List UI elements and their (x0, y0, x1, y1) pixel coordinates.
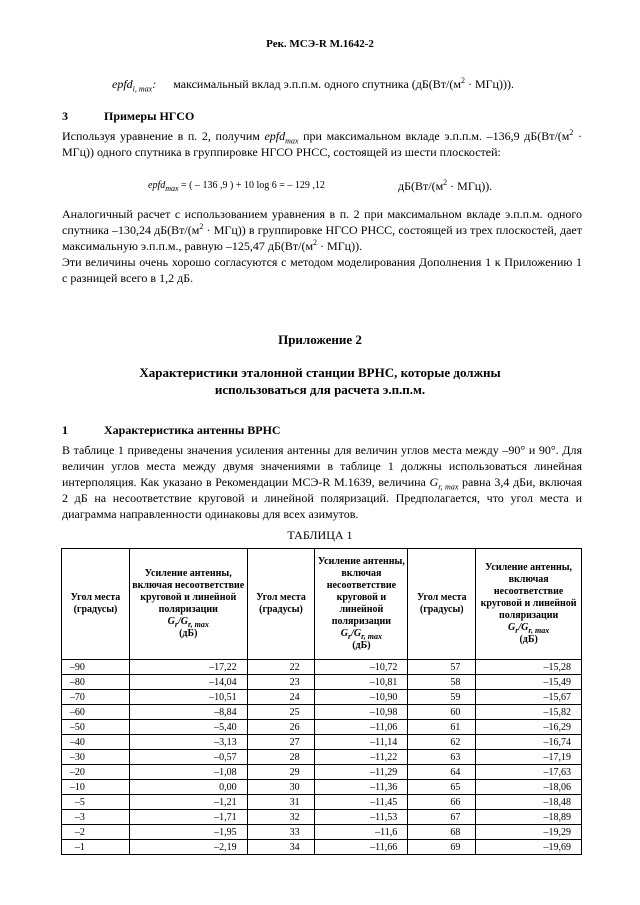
header-gain-1-unit: (дБ) (179, 628, 198, 639)
header-gain-2-mid: /G (351, 628, 362, 639)
table-caption: ТАБЛИЦА 1 (287, 528, 353, 542)
annex-subtitle-line1: Характеристики эталонной станции ВРНС, которые должны (139, 365, 501, 380)
header-gain-3-unit: (дБ) (519, 634, 538, 645)
formula-unit-sup: 2 (443, 178, 448, 187)
cell-gain-3: –16,29 (476, 720, 582, 735)
def-term: epfd (112, 77, 133, 91)
cell-angle-1: –80 (62, 675, 130, 690)
para2-sup2: 2 (313, 238, 318, 247)
cell-angle-1: –10 (62, 780, 130, 795)
section3-title: Примеры НГСО (104, 109, 195, 123)
header-gain-2-sub2: r, max (361, 632, 383, 641)
cell-angle-3: 62 (408, 735, 476, 750)
cell-angle-2: 32 (247, 810, 315, 825)
para1-text-b: при максимальном вкладе э.п.п.м. –136,9 дБ(Вт/(м (298, 129, 570, 143)
table-row (62, 810, 582, 825)
page-header: Рек. МСЭ-R М.1642-2 (266, 38, 374, 50)
header-angle-2: Угол места (градусы) (247, 549, 315, 660)
cell-angle-2: 25 (247, 705, 315, 720)
cell-gain-3: –19,69 (476, 840, 582, 855)
para1-text-c: · МГц)) одного спутника в группировке НГСО РНСС, состоящей из шести плоскостей: (62, 129, 582, 159)
para2-text-a: Аналогичный расчет с использованием уравнения в п. 2 при максимальном вкладе э.п.п.м. одного спутника –130,24 дБ(Вт/(м (62, 207, 582, 237)
formula-rhs: = ( – 136 ,9 ) + 10 log 6 = – 129 ,12 (178, 180, 325, 191)
cell-angle-2: 34 (247, 840, 315, 855)
cell-gain-1: –8,84 (129, 705, 247, 720)
cell-angle-3: 63 (408, 750, 476, 765)
section3-number: 3 (62, 109, 68, 123)
header-gain-1-text: Усиление антенны, включая несоответствие круговой и линейной поляризации (132, 568, 245, 615)
cell-angle-1: –70 (62, 690, 130, 705)
table-row (62, 765, 582, 780)
table-row (62, 750, 582, 765)
cell-gain-2: –11,29 (315, 765, 408, 780)
cell-angle-2: 26 (247, 720, 315, 735)
cell-angle-2: 31 (247, 795, 315, 810)
cell-angle-2: 23 (247, 675, 315, 690)
cell-gain-1: –1,71 (129, 810, 247, 825)
cell-angle-3: 57 (408, 660, 476, 675)
cell-gain-1: –10,51 (129, 690, 247, 705)
section1-number: 1 (62, 423, 68, 437)
cell-gain-3: –18,06 (476, 780, 582, 795)
table-row (62, 780, 582, 795)
cell-angle-1: –90 (62, 660, 130, 675)
cell-angle-3: 59 (408, 690, 476, 705)
header-gain-1 (129, 549, 247, 660)
cell-gain-1: –5,40 (129, 720, 247, 735)
cell-gain-3: –19,29 (476, 825, 582, 840)
table-body (62, 660, 582, 855)
cell-angle-3: 64 (408, 765, 476, 780)
cell-gain-2: –11,45 (315, 795, 408, 810)
def-desc-sup: 2 (460, 76, 465, 85)
header-angle-3: Угол места (градусы) (408, 549, 476, 660)
cell-gain-3: –15,49 (476, 675, 582, 690)
cell-gain-2: –10,90 (315, 690, 408, 705)
cell-gain-1: –2,19 (129, 840, 247, 855)
paragraph-1 (62, 128, 582, 160)
cell-angle-3: 66 (408, 795, 476, 810)
header-gain-2-text: Усиление антенны, включая несоответствие круговой и линейной поляризации (317, 556, 405, 627)
header-gain-1-mid: /G (177, 616, 188, 627)
table-row (62, 840, 582, 855)
para1-text-a: Используя уравнение в п. 2, получим (62, 129, 265, 143)
header-gain-1-g: G (167, 616, 175, 627)
cell-angle-3: 68 (408, 825, 476, 840)
def-desc: максимальный вклад э.п.п.м. одного спутника (дБ(Вт/(м (173, 77, 461, 91)
cell-angle-1: –2 (62, 825, 130, 840)
cell-gain-1: 0,00 (129, 780, 247, 795)
cell-gain-2: –10,98 (315, 705, 408, 720)
cell-gain-1: –3,13 (129, 735, 247, 750)
para1-term: epfd (264, 129, 286, 143)
para4-text-a: В таблице 1 приведены значения усиления антенны для величин углов места между –90° и 90°. Для величин углов места между двумя значениями в таблице 1 должны использоваться линейная интерполяция. Как указано в Рекомендации МСЭ-R M.1639, величина (62, 443, 582, 489)
cell-gain-3: –15,28 (476, 660, 582, 675)
para2-text-b: · МГц)) в группировке НГСО РНСС, состоящей из трех плоскостей, дает максимальную э.п.п.м., равную –125,47 дБ(Вт/(м (62, 223, 582, 253)
cell-angle-1: –40 (62, 735, 130, 750)
cell-gain-1: –0,57 (129, 750, 247, 765)
formula-unit (398, 178, 492, 194)
formula-lhs: epfd (148, 180, 166, 191)
gain-table (61, 548, 582, 855)
def-term-sub: i, max (132, 84, 153, 94)
cell-gain-2: –11,66 (315, 840, 408, 855)
header-angle-1: Угол места (градусы) (62, 549, 130, 660)
cell-gain-1: –1,95 (129, 825, 247, 840)
para4-g: G (429, 475, 439, 489)
table-row (62, 675, 582, 690)
header-gain-3-sub2: r, max (528, 626, 550, 635)
header-gain-3-text: Усиление антенны, включая несоответствие круговой и линейной поляризации (480, 562, 577, 621)
cell-angle-1: –50 (62, 720, 130, 735)
cell-gain-2: –11,22 (315, 750, 408, 765)
definition-line (112, 76, 632, 92)
cell-gain-1: –1,08 (129, 765, 247, 780)
table-row (62, 660, 582, 675)
cell-angle-3: 61 (408, 720, 476, 735)
cell-angle-1: –20 (62, 765, 130, 780)
formula-unit-text: дБ(Вт/(м (398, 179, 444, 193)
cell-angle-3: 60 (408, 705, 476, 720)
table-row (62, 795, 582, 810)
header-gain-3-sub1: r (515, 626, 519, 635)
cell-angle-1: –60 (62, 705, 130, 720)
table-row (62, 735, 582, 750)
cell-angle-1: –1 (62, 840, 130, 855)
cell-gain-3: –17,19 (476, 750, 582, 765)
header-gain-2-g: G (340, 628, 348, 639)
section1-title: Характеристика антенны ВРНС (104, 423, 281, 437)
formula-unit-end: · МГц)). (447, 179, 493, 193)
cell-angle-2: 22 (247, 660, 315, 675)
annex-title: Приложение 2 (278, 332, 362, 347)
def-desc-end: · МГц))). (464, 77, 514, 91)
cell-gain-3: –15,82 (476, 705, 582, 720)
cell-gain-2: –11,6 (315, 825, 408, 840)
cell-angle-3: 67 (408, 810, 476, 825)
cell-gain-3: –17,63 (476, 765, 582, 780)
cell-gain-3: –18,48 (476, 795, 582, 810)
annex-subtitle (0, 364, 640, 398)
cell-gain-2: –10,81 (315, 675, 408, 690)
para4-g-sub: r, max (438, 482, 459, 492)
para1-term-sub: max (285, 136, 299, 146)
header-gain-2 (315, 549, 408, 660)
para2-text-c: · МГц)). (317, 239, 363, 253)
cell-gain-1: –14,04 (129, 675, 247, 690)
cell-gain-3: –18,89 (476, 810, 582, 825)
cell-gain-2: –11,06 (315, 720, 408, 735)
cell-angle-3: 58 (408, 675, 476, 690)
cell-angle-2: 28 (247, 750, 315, 765)
cell-angle-2: 29 (247, 765, 315, 780)
header-gain-1-sub1: r (174, 620, 178, 629)
table-header-row (62, 549, 582, 660)
cell-angle-3: 69 (408, 840, 476, 855)
cell-gain-3: –16,74 (476, 735, 582, 750)
header-gain-1-sub2: r, max (187, 620, 209, 629)
cell-gain-3: –15,67 (476, 690, 582, 705)
cell-gain-2: –11,53 (315, 810, 408, 825)
para1-sup: 2 (569, 128, 574, 137)
header-gain-3-g: G (507, 622, 516, 633)
cell-gain-1: –17,22 (129, 660, 247, 675)
cell-angle-2: 33 (247, 825, 315, 840)
table-row (62, 825, 582, 840)
para2-sup1: 2 (199, 222, 204, 231)
cell-angle-2: 27 (247, 735, 315, 750)
header-gain-2-sub1: r (347, 632, 352, 641)
paragraph-4 (62, 442, 582, 522)
cell-gain-2: –10,72 (315, 660, 408, 675)
cell-gain-1: –1,21 (129, 795, 247, 810)
cell-gain-2: –11,14 (315, 735, 408, 750)
table-row (62, 690, 582, 705)
header-gain-3 (476, 549, 582, 660)
table-row (62, 720, 582, 735)
cell-angle-1: –30 (62, 750, 130, 765)
annex-subtitle-line2: использоваться для расчета э.п.п.м. (214, 382, 426, 397)
cell-angle-2: 30 (247, 780, 315, 795)
cell-gain-2: –11,36 (315, 780, 408, 795)
header-gain-2-unit: (дБ) (352, 640, 371, 651)
formula-lhs-sub: max (165, 184, 179, 193)
paragraph-2 (62, 206, 582, 254)
paragraph-3: Эти величины очень хорошо согласуются с методом моделирования Дополнения 1 к Приложению 1 с разницей всего в 1,2 дБ. (62, 255, 582, 285)
para4-text-b: равна 3,4 дБи, включая 2 дБ на несоответствие круговой и линейной поляризаций. Предполагается, что угол места и диаграмма направленности одинаковы для всех азимутов. (62, 475, 582, 521)
formula (148, 180, 325, 191)
cell-angle-1: –3 (62, 810, 130, 825)
header-gain-3-mid: /G (518, 622, 529, 633)
cell-angle-2: 24 (247, 690, 315, 705)
def-colon: : (152, 77, 157, 91)
table-row (62, 705, 582, 720)
cell-angle-3: 65 (408, 780, 476, 795)
cell-angle-1: –5 (62, 795, 130, 810)
